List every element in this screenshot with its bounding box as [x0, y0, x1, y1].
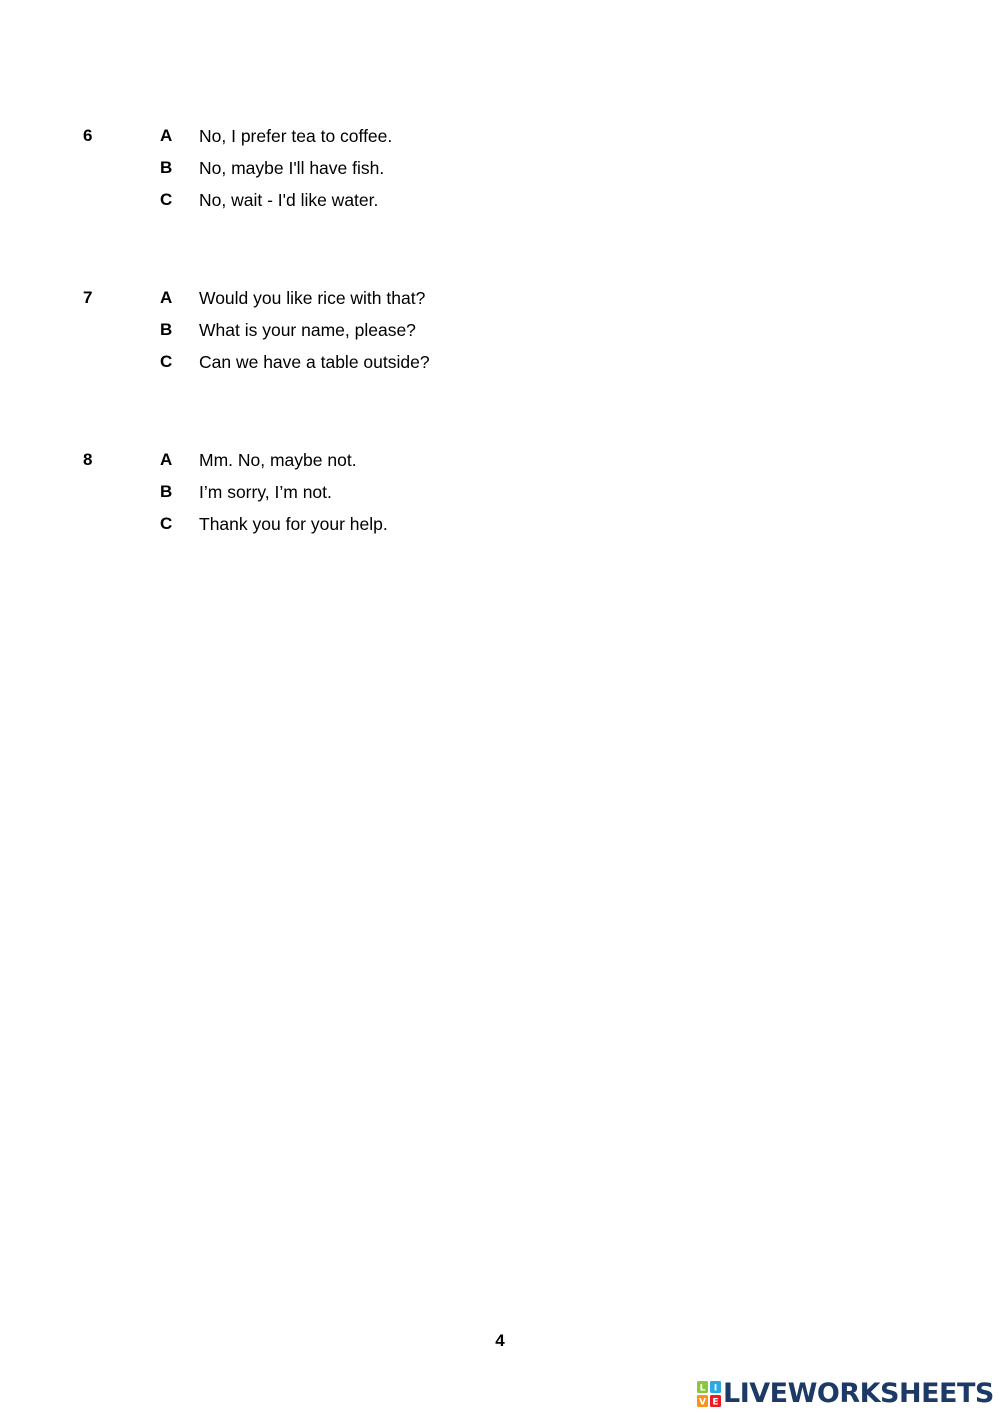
option-text: What is your name, please?	[199, 320, 416, 340]
option-letter: C	[160, 190, 173, 209]
option-letter: B	[160, 482, 173, 501]
svg-text:L: L	[699, 1383, 706, 1394]
svg-text:V: V	[699, 1397, 706, 1407]
brand-watermark	[697, 1378, 994, 1410]
option-letter: A	[160, 288, 173, 307]
option-letter: A	[160, 126, 173, 145]
option-text: No, wait - I'd like water.	[199, 190, 379, 210]
option-text: Thank you for your help.	[199, 514, 388, 534]
option-text: Can we have a table outside?	[199, 352, 430, 372]
liveworksheets-logo-icon	[697, 1381, 721, 1407]
option-text: Mm. No, maybe not.	[199, 450, 357, 470]
page-number: 4	[495, 1331, 505, 1350]
option-letter: C	[160, 514, 173, 533]
option-letter: B	[160, 320, 173, 339]
option-c[interactable]	[0, 352, 700, 372]
option-text: I’m sorry, I’m not.	[199, 482, 332, 502]
brand-name: LIVEWORKSHEETS	[723, 1378, 994, 1409]
svg-text:E: E	[712, 1397, 719, 1407]
option-c[interactable]	[0, 190, 700, 210]
option-a[interactable]	[0, 288, 700, 308]
svg-text:I: I	[713, 1383, 718, 1394]
option-letter: A	[160, 450, 173, 469]
option-letter: C	[160, 352, 173, 371]
option-b[interactable]	[0, 320, 700, 340]
option-text: No, I prefer tea to coffee.	[199, 126, 393, 146]
question-number: 8	[83, 450, 93, 469]
option-b[interactable]	[0, 158, 700, 178]
question-number: 6	[83, 126, 93, 145]
option-a[interactable]	[0, 126, 700, 146]
option-a[interactable]	[0, 450, 700, 470]
option-letter: B	[160, 158, 173, 177]
option-text: Would you like rice with that?	[199, 288, 426, 308]
option-c[interactable]	[0, 514, 700, 534]
question-number: 7	[83, 288, 93, 307]
option-text: No, maybe I'll have fish.	[199, 158, 385, 178]
option-b[interactable]	[0, 482, 700, 502]
